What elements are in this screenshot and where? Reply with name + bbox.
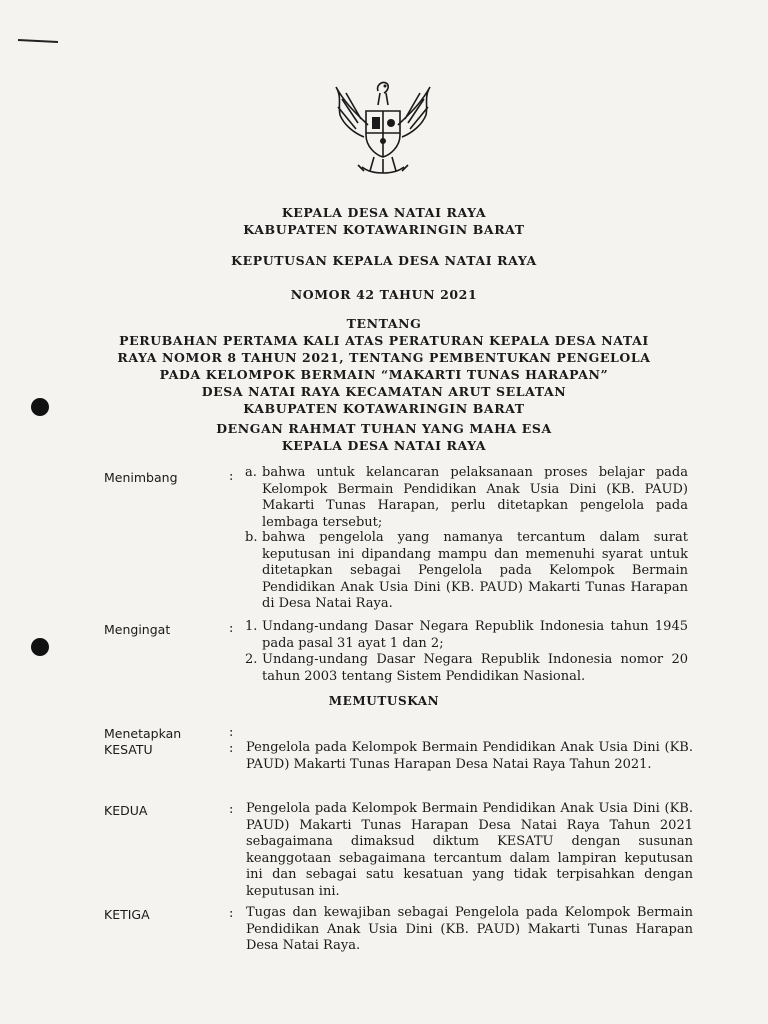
colon: : (229, 906, 234, 921)
memutuskan-heading: MEMUTUSKAN (328, 694, 440, 708)
punch-hole (31, 638, 49, 656)
kedua-text: Pengelola pada Kelompok Bermain Pendidikan Anak Usia Dini (KB. PAUD) Makarti Tunas Harapan Desa Natai Raya Tahun 2021 sebagaimana dimaksud diktum KESATU dengan susunan keanggotaan sebagaimana tercantum dalam lampiran keputusan ini dan sebagai satu kesatuan yang tidak terpisahkan dengan keputusan ini. (246, 801, 693, 899)
item-text: bahwa untuk kelancaran pelaksanaan proses belajar pada Kelompok Bermain Pendidikan Anak Usia Dini (KB. PAUD) Makarti Tunas Harapan, perlu ditetapkan pengelola pada lembaga tersebut; (262, 465, 688, 530)
regency-line: KABUPATEN KOTAWARINGIN BARAT (243, 222, 525, 237)
issuer-line: KEPALA DESA NATAI RAYA (281, 205, 487, 220)
subject-line: KABUPATEN KOTAWARINGIN BARAT (243, 401, 525, 416)
item-text: Undang-undang Dasar Negara Republik Indonesia tahun 1945 pada pasal 31 ayat 1 dan 2; (262, 619, 688, 651)
item-marker: b. (245, 530, 258, 545)
garuda-emblem-icon (328, 75, 438, 183)
blessing-line: KEPALA DESA NATAI RAYA (281, 438, 487, 453)
colon: : (229, 725, 234, 740)
subject-line: RAYA NOMOR 8 TAHUN 2021, TENTANG PEMBENTUKAN PENGELOLA (117, 350, 651, 365)
kesatu-label: KESATU (104, 742, 153, 757)
subject-line: PERUBAHAN PERTAMA KALI ATAS PERATURAN KEPALA DESA NATAI (119, 333, 649, 348)
about-label: TENTANG (346, 316, 422, 331)
colon: : (229, 469, 234, 484)
item-text: Undang-undang Dasar Negara Republik Indonesia nomor 20 tahun 2003 tentang Sistem Pendidikan Nasional. (262, 652, 688, 684)
item-marker: 2. (245, 652, 258, 667)
blessing-block (0, 420, 768, 454)
letterhead (0, 204, 768, 238)
colon: : (229, 741, 234, 756)
subject-line: PADA KELOMPOK BERMAIN “MAKARTI TUNAS HARAPAN” (159, 367, 609, 382)
pen-mark (18, 39, 58, 43)
kesatu-text: Pengelola pada Kelompok Bermain Pendidikan Anak Usia Dini (KB. PAUD) Makarti Tunas Harapan Desa Natai Raya Tahun 2021. (246, 740, 693, 772)
subject-line: DESA NATAI RAYA KECAMATAN ARUT SELATAN (201, 384, 567, 399)
colon: : (229, 621, 234, 636)
item-marker: 1. (245, 619, 258, 634)
item-text: bahwa pengelola yang namanya tercantum dalam surat keputusan ini dipandang mampu dan memenuhi syarat untuk ditetapkan sebagai Pengelola pada Kelompok Bermain Pendidikan Anak Usia Dini (KB. PAUD) Makarti Tunas Harapan di Desa Natai Raya. (262, 530, 688, 611)
blessing-line: DENGAN RAHMAT TUHAN YANG MAHA ESA (216, 421, 552, 436)
legal-basis-2 (245, 652, 688, 685)
legal-basis-1 (245, 619, 688, 652)
menimbang-label: Menimbang (104, 470, 178, 485)
subject-block (0, 315, 768, 417)
kedua-label: KEDUA (104, 803, 148, 818)
decision-title: KEPUTUSAN KEPALA DESA NATAI RAYA (231, 253, 537, 268)
ketiga-text: Tugas dan kewajiban sebagai Pengelola pada Kelompok Bermain Pendidikan Anak Usia Dini (KB. PAUD) Makarti Tunas Harapan Desa Natai Raya. (246, 905, 693, 953)
consideration-a (245, 465, 688, 531)
ketiga-label: KETIGA (104, 907, 150, 922)
colon: : (229, 802, 234, 817)
mengingat-label: Mengingat (104, 622, 171, 637)
decision-number: NOMOR 42 TAHUN 2021 (290, 287, 478, 302)
item-marker: a. (245, 465, 257, 480)
consideration-b (245, 530, 688, 613)
menetapkan-label: Menetapkan (104, 726, 182, 741)
